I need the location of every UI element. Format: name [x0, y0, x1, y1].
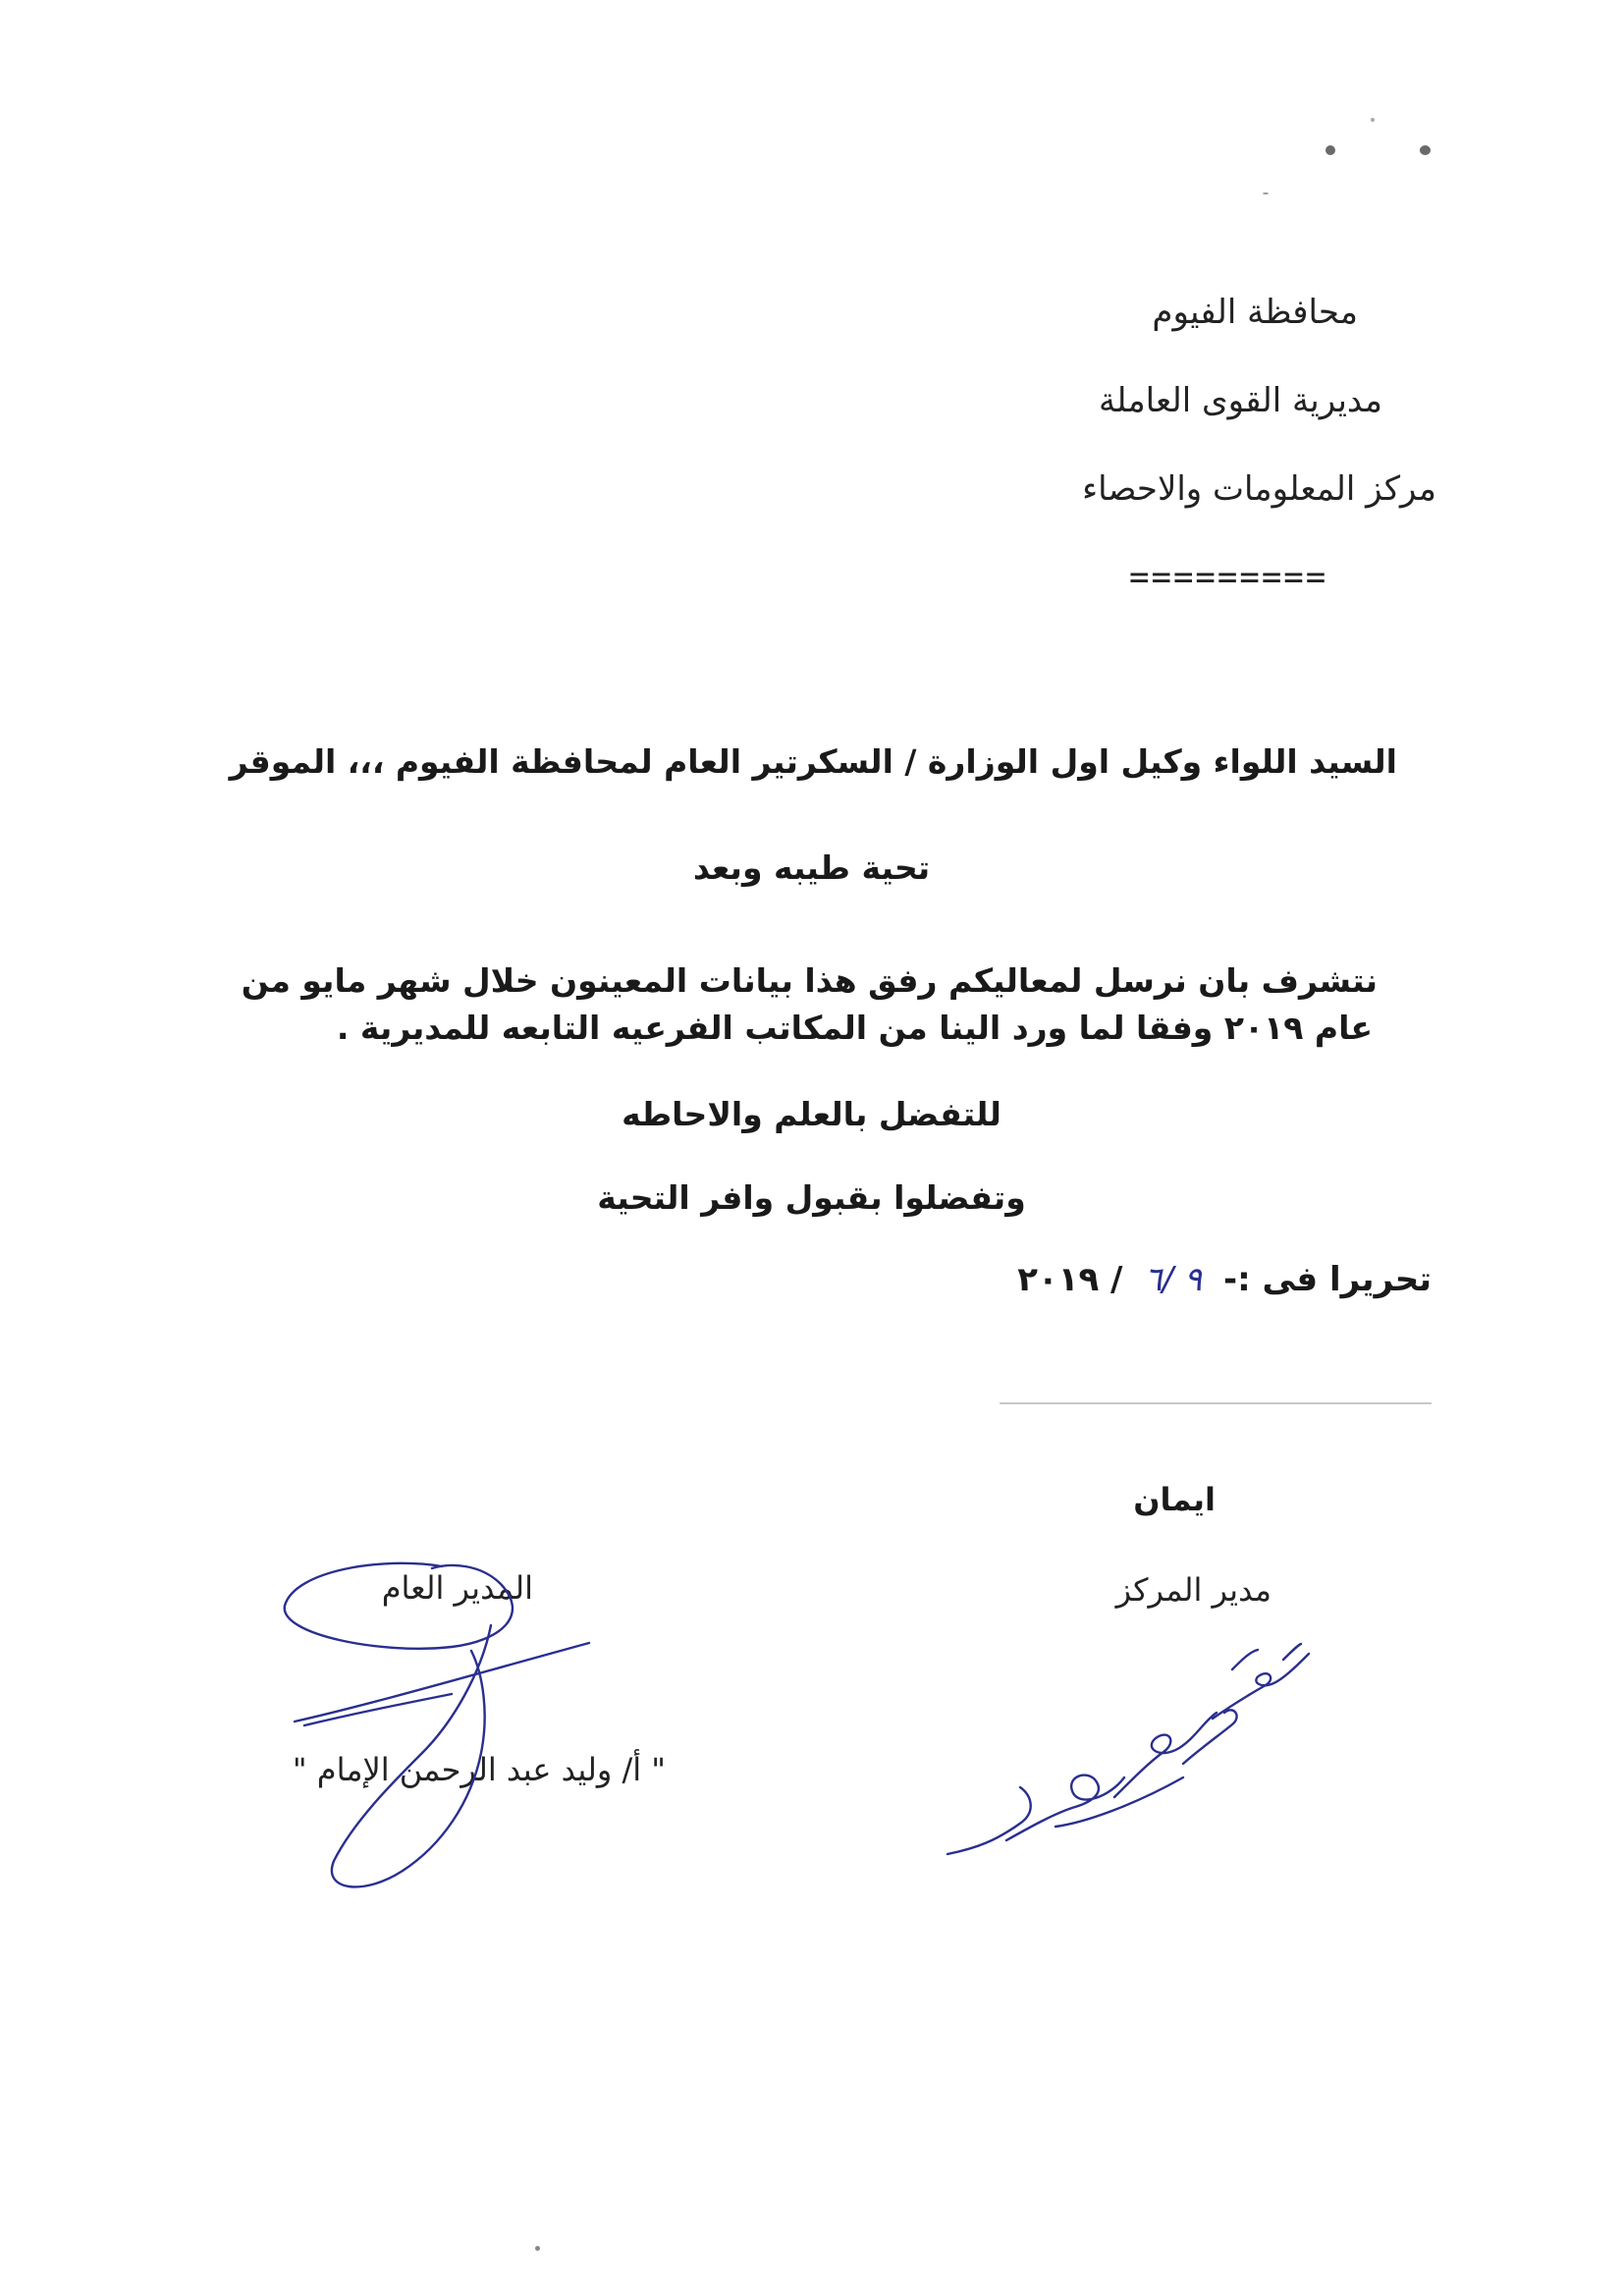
divider-rule [1000, 1402, 1432, 1404]
general-director-signature [275, 1557, 609, 1900]
governorate-name: محافظة الفيوم [1152, 293, 1358, 332]
addressee-line: السيد اللواء وكيل اول الوزارة / السكرتير العام لمحافظة الفيوم ،،، الموقر [229, 742, 1397, 781]
directorate-name: مديرية القوى العاملة [1098, 381, 1382, 420]
date-line [1017, 1260, 1432, 1299]
date-handwritten: ٩ /٦ [1144, 1260, 1203, 1299]
scan-speck [1263, 192, 1269, 194]
general-director-title: المدير العام [381, 1569, 533, 1607]
date-year: / ٢٠١٩ [1017, 1260, 1123, 1299]
date-label: تحريرا فى :- [1222, 1260, 1432, 1299]
center-director-signature [938, 1630, 1321, 1866]
body-line-2: عام ٢٠١٩ وفقا لما ورد الينا من المكاتب الفرعيه التابعه للمديرية . [336, 1009, 1373, 1047]
body-paragraph [219, 957, 1378, 1052]
body-line-1: نتشرف بان نرسل لمعاليكم رفق هذا بيانات المعينون خلال شهر مايو من [241, 961, 1378, 1000]
greeting-line: تحية طيبه وبعد [692, 848, 931, 887]
header-separator: ========= [1129, 558, 1328, 597]
scan-speck [1371, 118, 1375, 122]
closing-regards: وتفضلوا بقبول وافر التحية [597, 1178, 1026, 1217]
center-name: مركز المعلومات والاحصاء [1082, 469, 1436, 509]
general-director-name: " أ/ وليد عبد الرحمن الإمام " [292, 1751, 666, 1788]
preparer-name: ايمان [1133, 1481, 1216, 1518]
scan-speck [1325, 145, 1335, 155]
scan-speck [535, 2246, 540, 2251]
closing-request: للتفضل بالعلم والاحاطه [622, 1095, 1001, 1133]
center-director-title: مدير المركز [1115, 1571, 1271, 1609]
scan-speck [1420, 145, 1431, 155]
